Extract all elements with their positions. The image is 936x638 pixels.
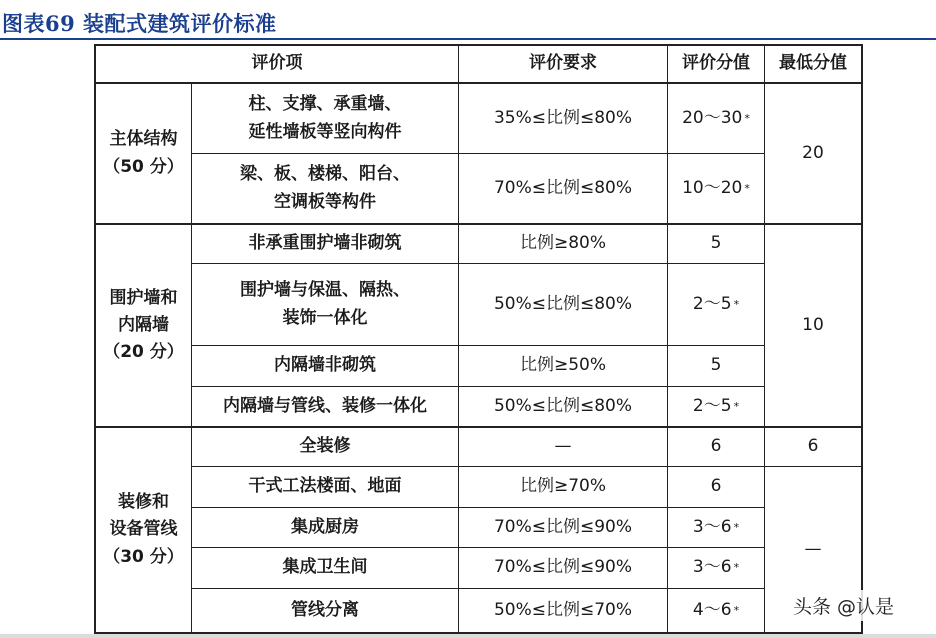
- score-cell: 6: [710, 436, 722, 457]
- score-cell: 6: [710, 476, 722, 497]
- header-requirement: 评价要求: [529, 53, 597, 74]
- watermark: 头条 @认是: [789, 590, 898, 621]
- table-row: 内隔墙与管线、装修一体化: [223, 395, 427, 416]
- table-row: 集成卫生间: [282, 557, 368, 578]
- requirement-cell: 50%≤比例≤70%: [493, 599, 633, 620]
- table-row: 柱、支撑、承重墙、 延性墙板等竖向构件: [248, 94, 402, 142]
- score-cell: 3～6 *: [692, 557, 740, 578]
- score-cell: 3～6 *: [692, 516, 740, 537]
- score-cell: 2～5 *: [692, 395, 740, 416]
- requirement-cell: 70%≤比例≤90%: [493, 557, 633, 578]
- requirement-cell: 比例≥70%: [519, 476, 607, 497]
- header-item: 评价项: [251, 53, 303, 74]
- requirement-cell: 50%≤比例≤80%: [493, 293, 633, 314]
- table-row: 全装修: [299, 436, 351, 457]
- requirement-cell: 35%≤比例≤80%: [493, 107, 633, 128]
- header-score: 评价分值: [682, 53, 750, 74]
- score-cell: 5: [710, 233, 722, 254]
- score-cell: 5: [710, 355, 722, 376]
- score-cell: 2～5 *: [692, 293, 740, 314]
- table-row: 非承重围护墙非砌筑: [248, 233, 402, 254]
- requirement-cell: 比例≥80%: [519, 233, 607, 254]
- table-row: 集成厨房: [291, 516, 359, 537]
- score-cell: 4～6 *: [692, 599, 740, 620]
- group-label-decoration: 装修和 设备管线 （30 分）: [103, 492, 184, 567]
- requirement-cell: 70%≤比例≤90%: [493, 516, 633, 537]
- min-score-cell: —: [804, 538, 822, 559]
- min-score-cell: 10: [802, 314, 824, 335]
- requirement-cell: 50%≤比例≤80%: [493, 395, 633, 416]
- score-cell: 20～30 *: [682, 107, 750, 128]
- requirement-cell: 70%≤比例≤80%: [493, 177, 633, 198]
- header-min-score: 最低分值: [779, 53, 847, 74]
- figure-title: 图表69 装配式建筑评价标准: [2, 11, 277, 36]
- group-label-walls: 围护墙和 内隔墙 （20 分）: [103, 287, 184, 363]
- cropped-footer-strip: [0, 634, 936, 638]
- group-label-main-structure: 主体结构 （50 分）: [103, 129, 184, 177]
- min-score-cell: 6: [807, 436, 819, 457]
- title-rule: [0, 38, 936, 40]
- table-row: 内隔墙非砌筑: [274, 355, 376, 376]
- table-row: 梁、板、楼梯、阳台、 空调板等构件: [240, 164, 410, 212]
- score-cell: 10～20 *: [682, 177, 750, 198]
- requirement-cell: 比例≥50%: [519, 355, 607, 376]
- table-row: 围护墙与保温、隔热、 装饰一体化: [240, 280, 410, 328]
- requirement-cell: —: [554, 436, 572, 457]
- min-score-cell: 20: [802, 142, 824, 163]
- table-row: 干式工法楼面、地面: [248, 476, 402, 497]
- table-row: 管线分离: [291, 599, 359, 620]
